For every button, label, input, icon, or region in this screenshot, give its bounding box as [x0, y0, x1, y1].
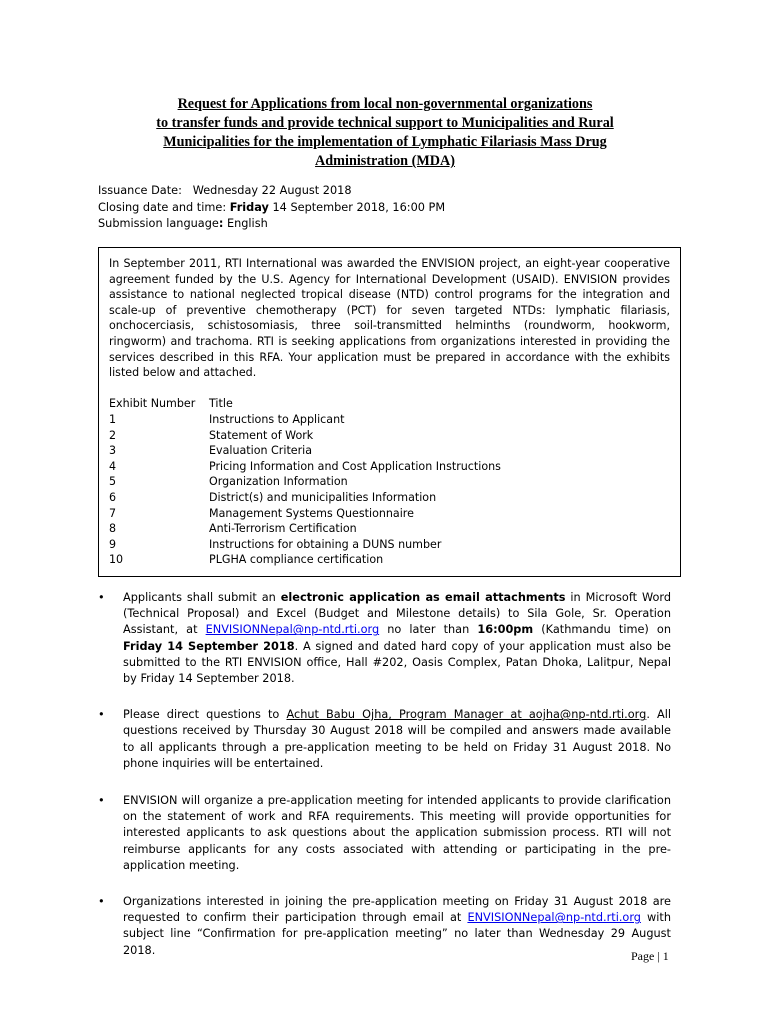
exhibit-number: 9 — [109, 537, 117, 551]
page-number: Page | 1 — [631, 949, 669, 963]
exhibit-title: Management Systems Questionnaire — [209, 506, 414, 520]
exhibit-row — [109, 552, 670, 568]
exhibit-row — [109, 428, 670, 444]
exhibit-number: 4 — [109, 459, 117, 473]
exhibit-row — [109, 412, 670, 428]
bullet-text: ENVISION will organize a pre-application meeting for intended applicants to provide clarification on the statement of work and RFA requirements. This meeting will provide opportunities for interested applicants to ask questions about the application submission process. RTI will not reimburse applicants for any costs associated with attending or participating in the pre-application meeting. — [123, 794, 671, 872]
bullet-text: in Microsoft Word (Technical Proposal) and Excel (Budget and Milestone details) to Sila Gole, Sr. Operation Assistant, at — [123, 591, 671, 637]
bullet-text: Organizations interested in joining the pre-application meeting on Friday 31 August 2018 are requested to confirm their participation through email at — [123, 895, 671, 925]
exhibit-title: PLGHA compliance certification — [209, 553, 384, 567]
bullet-text: no later than — [379, 623, 478, 637]
title-line: Request for Applications from local non-governmental organizations — [177, 96, 593, 112]
instruction-bullets — [98, 590, 671, 959]
exhibit-row — [109, 506, 670, 522]
issuance-label: Issuance Date: — [98, 184, 182, 197]
project-summary-paragraph: In September 2011, RTI International was awarded the ENVISION project, an eight-year cooperative agreement funded by the U.S. Agency for International Development (USAID). ENVISION provides assistance to national neglected tropical disease (NTD) control programs for the integration and scale-up of preventive chemotherapy (PCT) for seven targeted NTDs: lymphatic filariasis, onchocerciasis, schistosomiasis, three soil-transmitted helminths (roundworm, hookworm, ringworm) and trachoma. RTI is seeking applications from organizations interested in providing the services described in this RFA. Your application must be prepared in accordance with the exhibits listed below and attached. — [109, 257, 670, 380]
exhibit-row — [109, 490, 670, 506]
exhibit-row — [109, 459, 670, 475]
closing-label: Closing date and time: — [98, 200, 230, 214]
submission-language — [98, 216, 445, 233]
exhibit-number-header: Exhibit Number — [109, 397, 196, 411]
issuance-value: Wednesday 22 August 2018 — [192, 184, 352, 197]
rfa-metadata — [98, 183, 445, 233]
exhibit-title: Evaluation Criteria — [209, 444, 313, 458]
exhibit-number: 6 — [109, 490, 117, 504]
submission-bullet — [98, 590, 671, 687]
bullet-text: . A signed and dated hard copy of your application must also be submitted to the RTI ENVISION office, Hall #202, Oasis Complex, Patan Dhoka, Lalitpur, Nepal by Friday 14 September 2018. — [123, 639, 671, 686]
exhibit-number: 2 — [109, 428, 117, 442]
bullet-text: Please direct questions to — [123, 708, 287, 722]
bullet-icon: • — [98, 895, 105, 909]
meeting-confirmation-bullet — [98, 894, 671, 959]
exhibit-title-header: Title — [209, 397, 233, 411]
exhibit-title: Instructions to Applicant — [209, 412, 345, 426]
language-value: English — [223, 217, 268, 230]
bullet-bold-text: electronic application as email attachments — [280, 591, 566, 604]
exhibit-number: 1 — [109, 412, 117, 426]
closing-date — [98, 200, 445, 217]
issuance-date — [98, 183, 445, 200]
envision-email-link[interactable]: ENVISIONNepal@np-ntd.rti.org — [467, 911, 641, 925]
exhibit-title: Anti-Terrorism Certification — [209, 522, 357, 536]
exhibit-row — [109, 537, 670, 553]
exhibit-title: Statement of Work — [209, 428, 314, 442]
language-colon: : — [218, 217, 224, 230]
title-line: to transfer funds and provide technical support to Municipalities and Rural — [156, 115, 614, 131]
exhibit-number: 10 — [109, 553, 124, 567]
closing-day: Friday — [229, 200, 269, 214]
pre-application-meeting-bullet — [98, 793, 671, 874]
bullet-icon: • — [98, 708, 105, 722]
exhibit-row — [109, 521, 670, 537]
exhibit-title: Organization Information — [209, 475, 348, 489]
envision-email-link[interactable]: ENVISIONNepal@np-ntd.rti.org — [205, 623, 380, 637]
exhibit-number: 8 — [109, 522, 117, 536]
bullet-text: with subject line “Confirmation for pre-application meeting” no later than Wednesday 29 August 2018. — [123, 911, 671, 957]
title-line: Administration (MDA) — [315, 153, 455, 169]
exhibit-number: 7 — [109, 506, 117, 520]
bullet-text: . All questions received by Thursday 30 August 2018 will be compiled and answers made available to all applicants through a pre-application meeting to be held on Friday 31 August 2018. No phone inquiries will be entertained. — [123, 708, 672, 770]
exhibit-title: District(s) and municipalities Information — [209, 490, 437, 504]
program-manager-contact[interactable]: Achut Babu Ojha, Program Manager at aojha@np-ntd.rti.org — [286, 708, 647, 722]
exhibit-row — [109, 443, 670, 459]
document-title — [100, 95, 670, 171]
title-line: Municipalities for the implementation of Lymphatic Filariasis Mass Drug — [163, 134, 607, 150]
project-summary-box — [98, 247, 681, 577]
deadline-time: 16:00pm — [477, 623, 534, 637]
bullet-icon: • — [98, 591, 105, 604]
deadline-date: Friday 14 September 2018 — [123, 639, 295, 653]
exhibit-title: Pricing Information and Cost Application Instructions — [209, 459, 501, 473]
exhibit-title: Instructions for obtaining a DUNS number — [209, 537, 442, 551]
exhibit-number: 3 — [109, 444, 117, 458]
bullet-text: (Kathmandu time) on — [533, 623, 672, 637]
closing-value: 14 September 2018, 16:00 PM — [268, 200, 446, 214]
exhibit-list — [109, 396, 670, 568]
exhibit-header-row — [109, 396, 670, 412]
bullet-icon: • — [98, 794, 105, 808]
exhibit-number: 5 — [109, 475, 117, 489]
questions-bullet — [98, 707, 671, 772]
exhibit-row — [109, 474, 670, 490]
bullet-text: Applicants shall submit an — [123, 591, 281, 604]
language-label: Submission language — [98, 217, 219, 230]
